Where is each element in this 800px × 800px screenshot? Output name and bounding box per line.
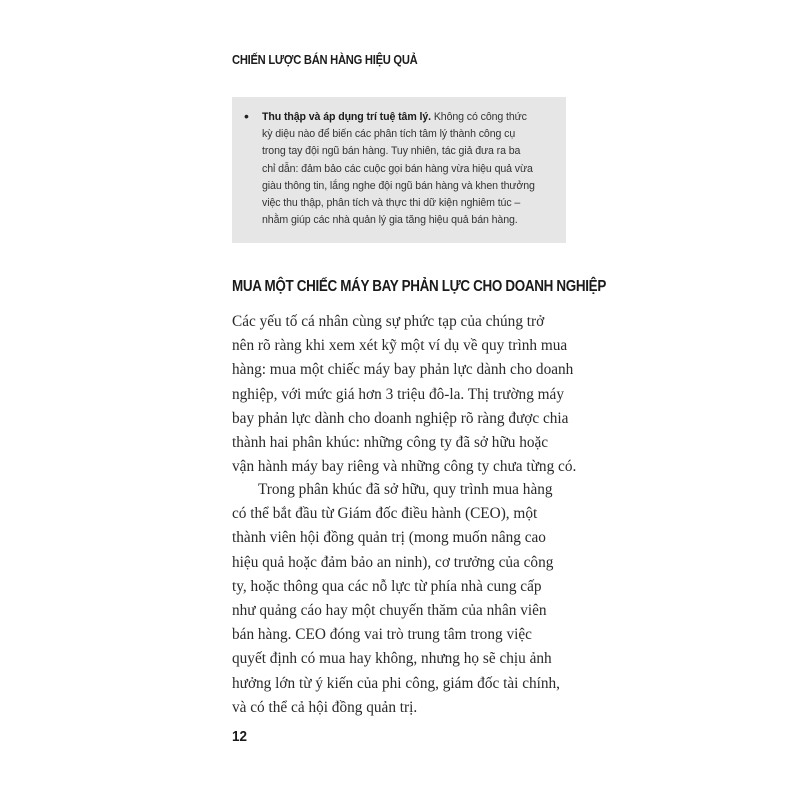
page-number: 12: [232, 728, 248, 745]
body-paragraph-1: [232, 310, 577, 479]
paragraph-line: hiệu quả hoặc đảm bảo an ninh), cơ trưởng của công: [232, 553, 554, 571]
paragraph-line: thành viên hội đồng quản trị (mong muốn nâng cao: [232, 529, 546, 547]
running-head: CHIẾN LƯỢC BÁN HÀNG HIỆU QUẢ: [232, 52, 418, 67]
paragraph-line: có thể bắt đầu từ Giám đốc điều hành (CEO), một: [232, 505, 538, 523]
paragraph-line: quyết định có mua hay không, nhưng họ sẽ chịu ảnh: [232, 650, 552, 668]
paragraph-line: như quảng cáo hay một chuyến thăm của nhân viên: [232, 602, 547, 620]
paragraph-line: ty, hoặc thông qua các nỗ lực từ phía nhà cung cấp: [232, 577, 542, 595]
callout-line: trong tay đội ngũ bán hàng. Tuy nhiên, tác giả đưa ra ba: [262, 145, 521, 158]
paragraph-line: bay phản lực dành cho doanh nghiệp rõ ràng được chia: [232, 409, 569, 427]
callout-line: kỳ diệu nào để biến các phân tích tâm lý thành công cụ: [262, 128, 516, 141]
paragraph-line: thành hai phân khúc: những công ty đã sở hữu hoặc: [232, 434, 549, 452]
callout-box: [232, 97, 566, 243]
callout-line: nhằm giúp các nhà quản lý gia tăng hiệu quả bán hàng.: [262, 214, 518, 227]
callout-line: [262, 109, 562, 126]
callout-lead: Thu thập và áp dụng trí tuệ tâm lý.: [262, 111, 431, 123]
paragraph-line: vận hành máy bay riêng và những công ty chưa từng có.: [232, 458, 577, 476]
paragraph-line: bán hàng. CEO đóng vai trò trung tâm trong việc: [232, 626, 532, 644]
paragraph-line: Trong phân khúc đã sở hữu, quy trình mua hàng: [258, 481, 553, 498]
section-heading: MUA MỘT CHIẾC MÁY BAY PHẢN LỰC CHO DOANH NGHIỆP: [232, 278, 606, 295]
paragraph-line: hưởng lớn từ ý kiến của phi công, giám đốc tài chính,: [232, 674, 561, 692]
callout-line: chỉ dẫn: đảm bảo các cuộc gọi bán hàng vừa hiệu quả vừa: [262, 162, 533, 175]
callout-line: việc thu thập, phân tích và thực thi dữ kiện nghiêm túc –: [262, 197, 521, 210]
paragraph-line: nghiệp, với mức giá hơn 3 triệu đô-la. Thị trường máy: [232, 385, 564, 403]
paragraph-line: nên rõ ràng khi xem xét kỹ một ví dụ về quy trình mua: [232, 337, 568, 355]
body-paragraph-2: [232, 478, 572, 720]
callout-line: giàu thông tin, lắng nghe đội ngũ bán hàng và khen thưởng: [262, 179, 535, 192]
paragraph-line: hàng: mua một chiếc máy bay phản lực dành cho doanh: [232, 361, 574, 379]
paragraph-line: và có thể cả hội đồng quản trị.: [232, 698, 418, 716]
bullet-marker: •: [244, 108, 249, 124]
callout-text: [262, 109, 562, 229]
callout-line-text: Không có công thức: [433, 111, 527, 123]
paragraph-line: Các yếu tố cá nhân cùng sự phức tạp của chúng trở: [232, 313, 545, 330]
